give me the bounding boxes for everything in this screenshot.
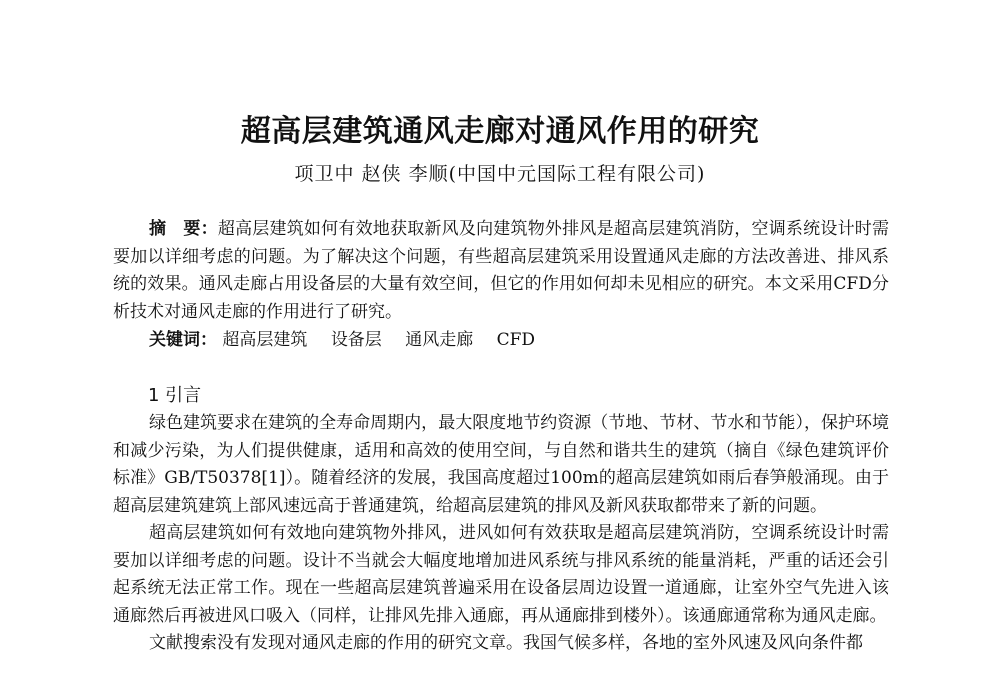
keywords-label: 关键词：	[149, 330, 217, 350]
body-text	[113, 410, 889, 658]
keyword-item: 设备层	[330, 330, 382, 350]
abstract	[113, 216, 889, 326]
authors-line: 项卫中 赵侠 李顺(中国中元国际工程有限公司)	[294, 163, 706, 185]
abstract-label: 摘 要：	[149, 219, 218, 239]
keyword-item: CFD	[496, 330, 536, 350]
abstract-text: 超高层建筑如何有效地获取新风及向建筑物外排风是超高层建筑消防，空调系统设计时需要加以详细考虑的问题。为了解决这个问题，有些超高层建筑采用设置通风走廊的方法改善进、排风系统的效果。通风走廊占用设备层的大量有效空间，但它的作用如何却未见相应的研究。本文采用CFD分析技术对通风走廊的作用进行了研究。	[113, 219, 890, 322]
body-paragraph: 超高层建筑如何有效地向建筑物外排风，进风如何有效获取是超高层建筑消防，空调系统设计时需要加以详细考虑的问题。设计不当就会大幅度地增加进风系统与排风系统的能量消耗，严重的话还会引起系统无法正常工作。现在一些超高层建筑普遍采用在设备层周边设置一道通廊，让室外空气先进入该通廊然后再被进风口吸入（同样，让排风先排入通廊，再从通廊排到楼外）。该通廊通常称为通风走廊。	[113, 523, 889, 626]
paper-title: 超高层建筑通风走廊对通风作用的研究	[240, 114, 760, 149]
keyword-item: 超高层建筑	[222, 330, 308, 350]
section-heading: 1 引言	[148, 385, 202, 406]
body-paragraph: 绿色建筑要求在建筑的全寿命周期内，最大限度地节约资源（节地、节材、节水和节能），保护环境和减少污染，为人们提供健康，适用和高效的使用空间，与自然和谐共生的建筑（摘自《绿色建筑评价标准》GB/T50378[1]）。随着经济的发展，我国高度超过100m的超高层建筑如雨后春笋般涌现。由于超高层建筑建筑上部风速远高于普通建筑，给超高层建筑的排风及新风获取都带来了新的问题。	[113, 413, 889, 516]
keyword-item: 通风走廊	[405, 330, 474, 350]
keywords	[113, 327, 889, 355]
body-paragraph: 文献搜索没有发现对通风走廊的作用的研究文章。我国气候多样，各地的室外风速及风向条件都	[149, 633, 863, 653]
